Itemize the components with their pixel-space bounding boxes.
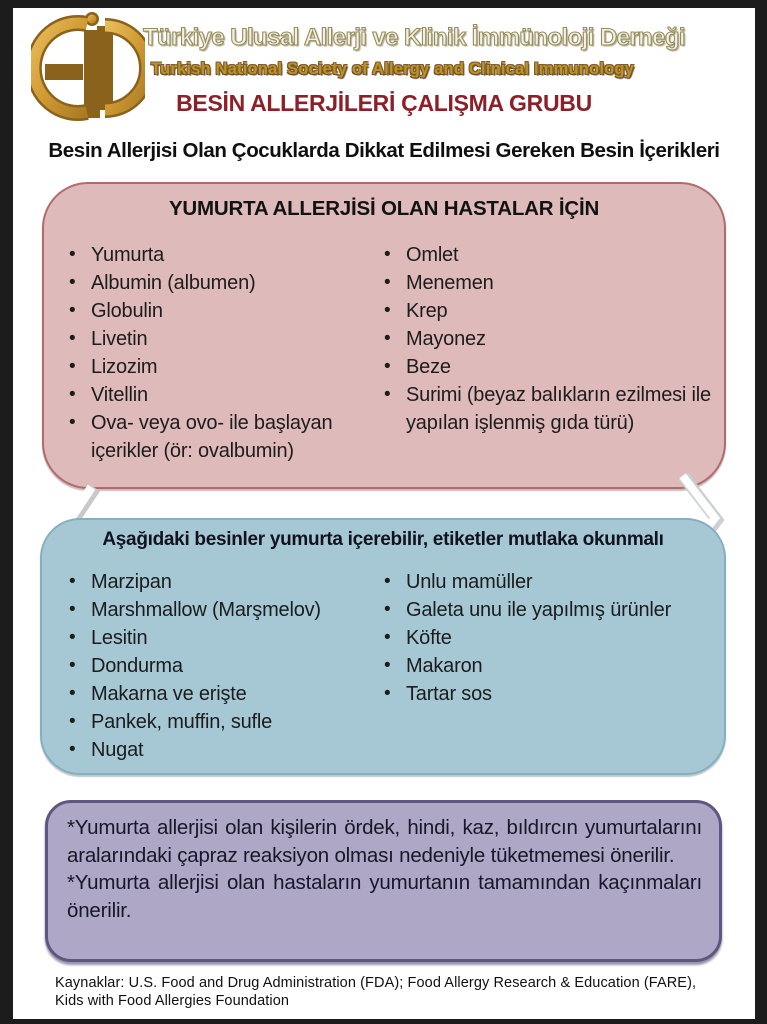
list-item: • Galeta unu ile yapılmış ürünler (382, 596, 716, 624)
list-item: • Tartar sos (382, 680, 716, 708)
list-item: • Beze (382, 353, 718, 381)
list-item: • Lesitin (67, 624, 379, 652)
list-item: • Köfte (382, 624, 716, 652)
list-item: • Marzipan (67, 568, 379, 596)
list-item: • Marshmallow (Marşmelov) (67, 596, 379, 624)
list-item: • Nugat (67, 736, 379, 764)
list-item: • Mayonez (382, 325, 718, 353)
egg-box-left-column (67, 241, 369, 465)
list-item: • Omlet (382, 241, 718, 269)
list-item: • Makaron (382, 652, 716, 680)
list-item: • Livetin (67, 325, 369, 353)
label-box-left-column (67, 568, 379, 764)
list-item: • Makarna ve erişte (67, 680, 379, 708)
list-item: • Krep (382, 297, 718, 325)
egg-box-right-column (382, 241, 718, 437)
label-box-right-column (382, 568, 716, 708)
list-item: • Albumin (albumen) (67, 269, 369, 297)
list-item: • Vitellin (67, 381, 369, 409)
working-group-title: BESİN ALLERJİLERİ ÇALIŞMA GRUBU (176, 90, 592, 116)
warning-note-box (45, 800, 722, 962)
list-item: • Surimi (beyaz balıkların ezilmesi ile yapılan işlenmiş gıda türü) (382, 381, 718, 437)
page-title: Besin Allerjisi Olan Çocuklarda Dikkat Edilmesi Gereken Besin İçerikleri (48, 139, 720, 162)
note-paragraph: *Yumurta allerjisi olan kişilerin ördek, hindi, kaz, bıldırcın yumurtalarını aralarındaki çapraz reaksiyon olması nedeniyle tüketmemesi önerilir. (67, 816, 702, 867)
note-paragraph: *Yumurta allerjisi olan hastaların yumurtanın tamamından kaçınmaları önerilir. (67, 871, 702, 922)
list-item: • Yumurta (67, 241, 369, 269)
list-item: • Pankek, muffin, sufle (67, 708, 379, 736)
check-labels-box (40, 518, 726, 775)
org-title-turkish: Türkiye Ulusal Allerji ve Klinik İmmünoloji Derneği (143, 24, 685, 51)
document-page (13, 8, 755, 1019)
list-item: • Globulin (67, 297, 369, 325)
egg-allergy-box (42, 182, 726, 489)
sources-text: Kaynaklar: U.S. Food and Drug Administration (FDA); Food Allergy Research & Education (FARE), Kids with Food Allergies Foundation (55, 975, 697, 1009)
list-item: • Ova- veya ovo- ile başlayan içerikler (ör: ovalbumin) (67, 409, 369, 465)
list-item: • Lizozim (67, 353, 369, 381)
list-item: • Menemen (382, 269, 718, 297)
list-item: • Dondurma (67, 652, 379, 680)
list-item: • Unlu mamüller (382, 568, 716, 596)
org-title-english: Turkish National Society of Allergy and Clinical Immunology (151, 60, 635, 78)
egg-box-title: YUMURTA ALLERJİSİ OLAN HASTALAR İÇİN (168, 197, 600, 220)
label-box-title: Aşağıdaki besinler yumurta içerebilir, etiketler mutlaka okunmalı (102, 529, 664, 550)
